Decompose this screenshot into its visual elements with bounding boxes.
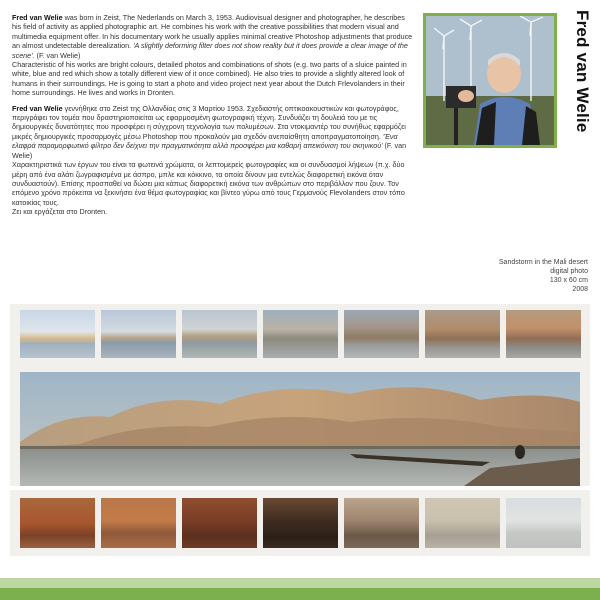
thumbnail-top-2 bbox=[101, 310, 176, 358]
caption-medium: digital photo bbox=[550, 268, 588, 275]
portrait-frame bbox=[423, 13, 557, 148]
caption-year: 2008 bbox=[572, 286, 588, 293]
bio-text bbox=[12, 13, 414, 223]
bio-en-quote-attr: (F. van Welie) bbox=[34, 50, 81, 60]
thumbnail-top-7 bbox=[506, 310, 581, 358]
caption-title: Sandstorm in the Mali desert bbox=[498, 259, 588, 266]
bio-gr-p2: Χαρακτηριστικά των έργων του είναι τα φωτεινά χρώματα, οι λεπτομερείς φωτογραφίες και οι συνδυασμοί λήψεων (π.χ. δύο μέρη από ένα αλάτι ζωγραφισμένα με άσπρο, μπλε και κόκκινο, τα οποία δίνουν μια εντελώς διαφορετική εικόνα όταν συνδυαστούν). Επίσης προσπαθεί να δώσει μια κάπως διαφορετική εικόνα των ανθρώπων στο περιβάλλον που ζουν. Τον επόμενο χρόνο πρόκειται να ξεκινήσει ένα θέμα φωτογραφίας και βίντεο γύρω από τους Γερμανούς Flevolanders στον τόπο κατοικίας τους. bbox=[12, 160, 405, 207]
bio-greek bbox=[12, 104, 414, 217]
thumbnail-bottom-7 bbox=[506, 498, 581, 548]
panorama-illustration bbox=[20, 372, 580, 486]
thumbnail-bottom-6 bbox=[425, 498, 500, 548]
bio-en-p2: Characteristic of his works are bright colours, detailed photos and combinations of shots (e.g. two parts of a sluice painted in white, blue and red which show a totally different view of it once combined). He also tries to provide a slightly altered look of humans in their surroundings. He is going to start a photo and video project next year about the Dutch Frlevolanders in their home surroundings. He lives and works in Dronten. bbox=[12, 60, 407, 98]
artist-portrait-photo bbox=[426, 16, 554, 145]
artist-name-vertical: Fred van Welie bbox=[573, 10, 592, 133]
bio-gr-p1: γεννήθηκε στο Zeist της Ολλανδίας στις 3 Μαρτίου 1953. Σχεδιαστής οπτικοακουστικών και φωτογράφος, περιγράφει τον τομέα που δραστηριοποιείται ως εφαρμοσμένη φωτογραφική τέχνη. Συνδυάζει τη δουλειά του με τις δημιουργικές δυνατότητες που προσφέρει η σύγχρονη τεχνολογία των πολυμέσων. Στα ντοκιμαντέρ του συνήθως εφαρμόζει μικρές δημιουργικές προσαρμογές μέσω Photoshop που προκαλούν μια σχεδόν ανεπαίσθητη αποπραγματοποίηση. bbox=[12, 103, 406, 141]
thumbnail-bottom-1 bbox=[20, 498, 95, 548]
footer-band-light bbox=[0, 578, 600, 588]
bio-english bbox=[12, 13, 414, 98]
bio-gr-quote-attr: (F. van Welie) bbox=[12, 141, 407, 160]
thumbnail-bottom-2 bbox=[101, 498, 176, 548]
artwork-caption bbox=[408, 258, 588, 294]
thumbnail-top-6 bbox=[425, 310, 500, 358]
bio-en-name: Fred van Welie bbox=[12, 13, 63, 22]
bio-gr-p3: Ζει και εργάζεται στο Dronten. bbox=[12, 207, 108, 217]
thumbnail-bottom-5 bbox=[344, 498, 419, 548]
thumbnail-top-3 bbox=[182, 310, 257, 358]
caption-size: 130 x 60 cm bbox=[549, 277, 588, 284]
thumbnail-top-4 bbox=[263, 310, 338, 358]
thumbnail-bottom-3 bbox=[182, 498, 257, 548]
thumbnail-top-1 bbox=[20, 310, 95, 358]
bio-en-quote: 'A slightly deforming filter does not show reality but it does provide a clear image of the scene'. bbox=[12, 41, 408, 60]
thumbnail-bottom-4 bbox=[263, 498, 338, 548]
panorama-sandstorm-photo bbox=[20, 372, 580, 486]
portrait-illustration bbox=[426, 16, 554, 145]
thumbnail-top-5 bbox=[344, 310, 419, 358]
bio-gr-quote: 'Ένα ελαφρά παραμορφωτικό φίλτρο δεν δείχνει την πραγματικότητα αλλά προσφέρει μια καθαρή απεικόνιση του σκηνικού' bbox=[12, 131, 398, 151]
footer-band-dark bbox=[0, 588, 600, 600]
bio-gr-name: Fred van Welie bbox=[12, 103, 63, 113]
bio-en-p1: was born in Zeist, The Nederlands on March 3, 1953. Audiovisual designer and photographer, he describes his field of activity as applied photographic art. He combines his work with the creative possibilities that modern visual and multimedia equipment offer. In his documentary work he usually applies minimal creative Photoshop adjustments that produce an almost undetectable derealization. bbox=[12, 13, 413, 51]
